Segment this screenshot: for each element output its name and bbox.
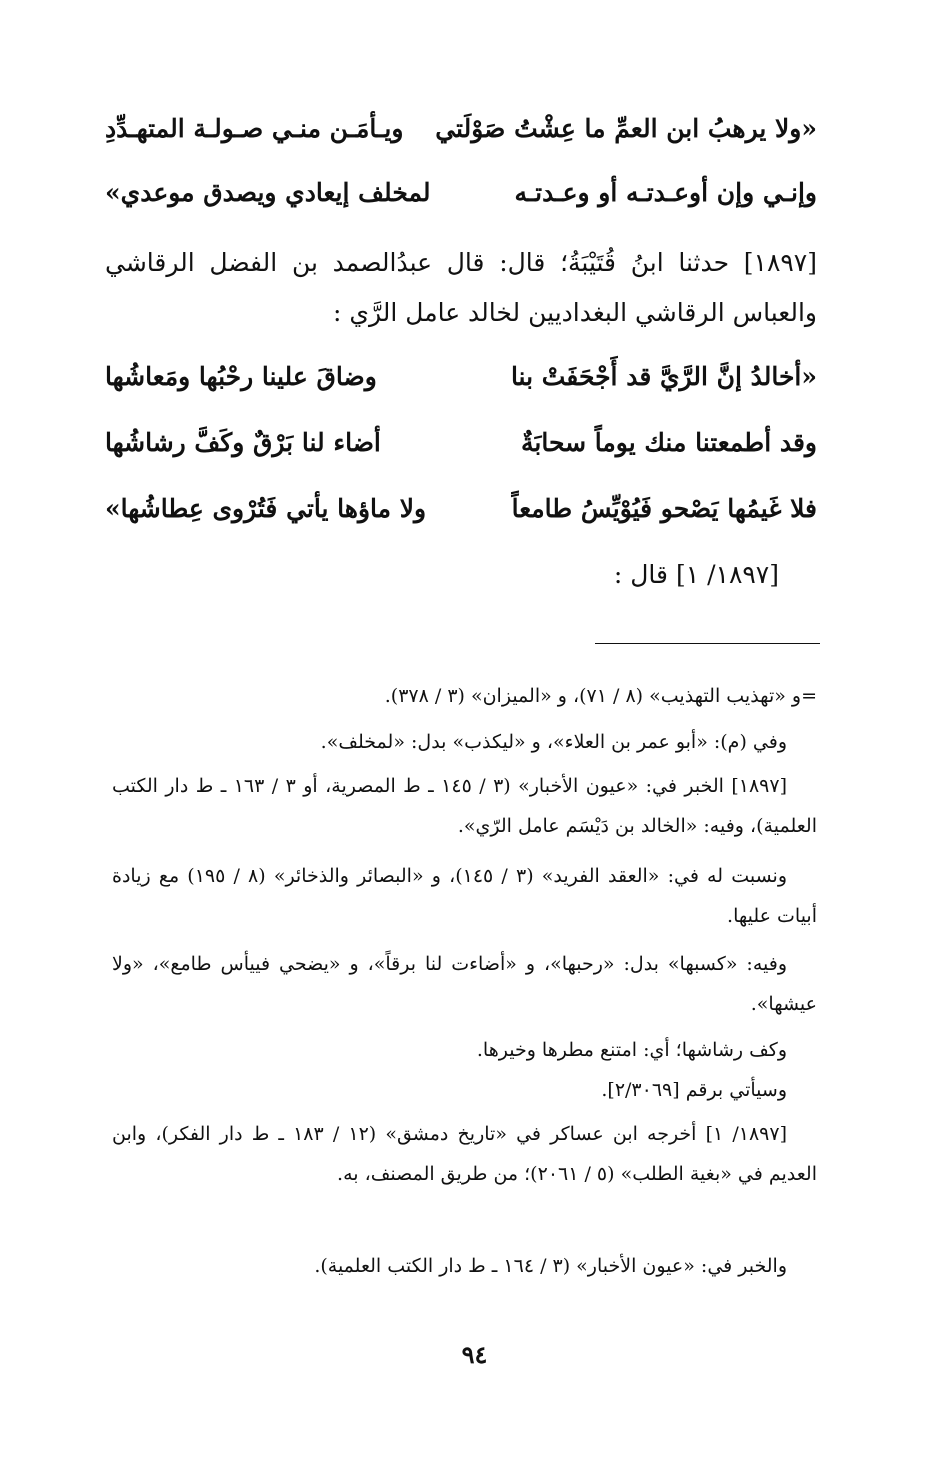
footnote-paragraph: وفيه: «كسبها» بدل: «رحبها»، و «أضاءت لنا برقاً»، و «يضحي فييأس طامع»، «ولا عيشها». [112, 953, 817, 1015]
footnote-line: =و «تهذيب التهذيب» (٨ / ٧١)، و «الميزان» (٣ / ٣٧٨). [384, 685, 817, 707]
verse-first-hemistich: «ولا يرهبُ ابن العمِّ ما عِشْتُ صَوْلَتي [435, 114, 817, 143]
verse-second-hemistich: ولا ماؤها يأتي فَتُرْوى عِطاشُها» [105, 494, 427, 523]
verse-second-hemistich: وضاقَ علينا رحْبُها ومَعاشُها [105, 362, 377, 391]
verse-line [105, 428, 817, 472]
verse-first-hemistich: فلا غَيمُها يَصْحو فَيُوْيِّسُ طامعاً [511, 494, 817, 523]
verse-first-hemistich: «أخالدُ إنَّ الرَّيَّ قد أَجْحَفَتْ بنا [510, 362, 817, 391]
footnote-paragraph: [١٨٩٧/ ١] أخرجه ابن عساكر في «تاريخ دمشق» (١٢ / ١٨٣ ـ ط دار الفكر)، وابن العديم في «بغية الطلب» (٥ / ٢٠٦١)؛ من طريق المصنف، به. [112, 1123, 817, 1185]
narration-label: [١٨٩٧/ ١] قال : [613, 560, 779, 589]
footnote-paragraph: ونسبت له في: «العقد الفريد» (٣ / ١٤٥)، و «البصائر والذخائر» (٨ / ١٩٥) مع زيادة أبيات عليها. [112, 865, 817, 927]
verse-second-hemistich: أضاء لنا بَرْقٌ وكَفَّ رشاشُها [105, 428, 381, 457]
verse-line [105, 362, 817, 406]
footnote-line: وسيأتي برقم [٢/٣٠٦٩]. [601, 1079, 787, 1101]
footnote-line: وكف رشاشها؛ أي: امتنع مطرها وخيرها. [476, 1039, 787, 1061]
footnote-separator [595, 643, 820, 644]
verse-line [105, 178, 817, 222]
verse-second-hemistich: ويـأمَـن منـي صـولـة المتهـدِّدِ [105, 114, 404, 143]
verse-second-hemistich: لمخلف إيعادي ويصدق موعدي» [105, 178, 431, 207]
verse-line [105, 494, 817, 538]
page-number: ٩٤ [461, 1340, 488, 1369]
verse-first-hemistich: وقد أطمعتنا منك يوماً سحابَةٌ [521, 428, 817, 457]
verse-first-hemistich: وإنـي وإن أوعـدتـه أو وعـدتـه [514, 178, 817, 207]
footnote-paragraph: [١٨٩٧] الخبر في: «عيون الأخبار» (٣ / ١٤٥ ـ ط المصرية، أو ٣ / ١٦٣ ـ ط دار الكتب العلمية)، وفيه: «الخالد بن دَيْسَم عامل الرّي». [112, 775, 817, 837]
narration-paragraph: [١٨٩٧] حدثنا ابنُ قُتَيْبَةُ؛ قال: قال عبدُالصمد بن الفضل الرقاشي والعباس الرقاشي البغداديين لخالد عامل الرَّي : [105, 248, 817, 327]
footnote-line: والخبر في: «عيون الأخبار» (٣ / ١٦٤ ـ ط دار الكتب العلمية). [314, 1255, 787, 1277]
verse-line [105, 114, 817, 158]
footnote-line: وفي (م): «أبو عمر بن العلاء»، و «ليكذب» بدل: «لمخلف». [320, 731, 787, 753]
